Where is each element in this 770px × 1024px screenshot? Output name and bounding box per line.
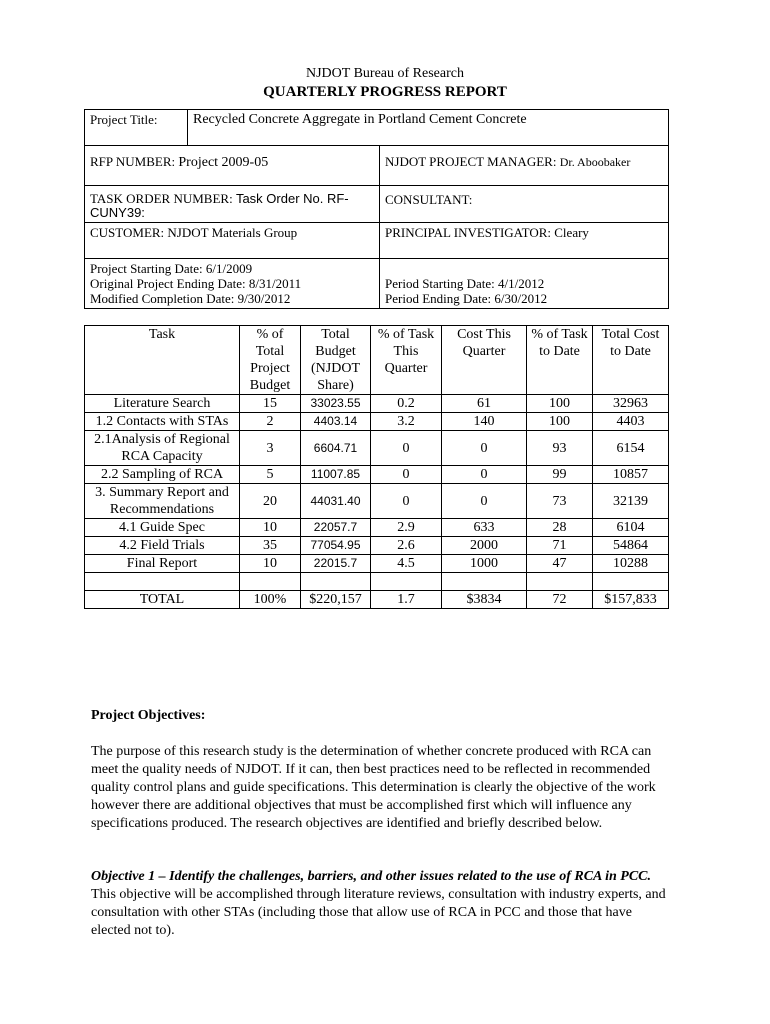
header-cost-quarter: Cost This Quarter [442,326,527,395]
task-rows [85,395,669,573]
pct-budget-cell: 20 [240,484,301,519]
cost-to-date-cell: 10857 [593,466,669,484]
cost-to-date-cell: 32963 [593,395,669,413]
total-budget-cell: 22015.7 [301,555,371,573]
rfp-value: Project 2009-05 [178,155,269,170]
total-label: TOTAL [85,591,240,609]
pct-budget-cell: 10 [240,519,301,537]
total-cost-quarter: $3834 [442,591,527,609]
pct-budget-cell: 15 [240,395,301,413]
cost-quarter-cell: 1000 [442,555,527,573]
header-pct-quarter: % of Task This Quarter [371,326,442,395]
table-row [85,519,669,537]
table-row [85,413,669,431]
header-cost-to-date: Total Cost to Date [593,326,669,395]
project-dates-cell [85,259,380,309]
objectives-intro: The purpose of this research study is the determination of whether concrete produced with RCA can meet the quality needs of NJDOT. If it can, then best practices need to be reflected in recommended quality control plans and guide specifications. This determination is clearly the objective of the work however there are additional objectives that must be accomplished first which will influence any specifications produced. The research objectives are identified and briefly described below. [91,744,656,831]
pct-to-date-cell: 73 [527,484,593,519]
cost-to-date-cell: 4403 [593,413,669,431]
pct-quarter-cell: 0.2 [371,395,442,413]
total-budget: $220,157 [301,591,371,609]
project-title-value: Recycled Concrete Aggregate in Portland Cement Concrete [188,110,669,146]
pct-quarter-cell: 2.9 [371,519,442,537]
cost-quarter-cell: 61 [442,395,527,413]
original-end-date: Original Project Ending Date: 8/31/2011 [90,276,302,291]
cost-quarter-cell: 2000 [442,537,527,555]
pct-to-date-cell: 100 [527,413,593,431]
pct-to-date-cell: 100 [527,395,593,413]
total-budget-cell: 6604.71 [301,431,371,466]
pct-to-date-cell: 47 [527,555,593,573]
table-row [85,555,669,573]
cost-quarter-cell: 0 [442,484,527,519]
rfp-number-cell [85,146,380,186]
task-name-cell: Final Report [85,555,240,573]
pct-quarter-cell: 2.6 [371,537,442,555]
project-manager-cell [380,146,669,186]
pct-to-date-cell: 93 [527,431,593,466]
objective-1-lead: Objective 1 – Identify the challenges, barriers, and other issues related to the use of RCA in PCC. [91,869,652,884]
task-name-cell: 2.2 Sampling of RCA [85,466,240,484]
total-budget-cell: 77054.95 [301,537,371,555]
table-row [85,466,669,484]
pct-budget-cell: 3 [240,431,301,466]
pct-quarter-cell: 4.5 [371,555,442,573]
task-name-cell: Literature Search [85,395,240,413]
pct-budget-cell: 2 [240,413,301,431]
total-budget-cell: 22057.7 [301,519,371,537]
header-total-budget: Total Budget (NJDOT Share) [301,326,371,395]
task-name-cell: 2.1Analysis of Regional RCA Capacity [85,431,240,466]
pct-quarter-cell: 3.2 [371,413,442,431]
header-pct-budget: % of Total Project Budget [240,326,301,395]
task-order-value: Task Order No. RF-CUNY39: [90,191,349,220]
cost-quarter-cell: 0 [442,466,527,484]
total-budget-cell: 33023.55 [301,395,371,413]
report-title: QUARTERLY PROGRESS REPORT [263,84,507,100]
cost-quarter-cell: 633 [442,519,527,537]
pct-quarter-cell: 0 [371,484,442,519]
total-row [85,591,669,609]
table-row [85,395,669,413]
pct-to-date-cell: 28 [527,519,593,537]
table-header-row [85,326,669,395]
modified-completion-date: Modified Completion Date: 9/30/2012 [90,291,291,306]
total-pct-quarter: 1.7 [371,591,442,609]
total-pct-to-date: 72 [527,591,593,609]
pct-budget-cell: 35 [240,537,301,555]
project-start-date: Project Starting Date: 6/1/2009 [90,261,253,276]
period-end-date: Period Ending Date: 6/30/2012 [385,291,548,306]
task-name-cell: 3. Summary Report and Recommendations [85,484,240,519]
objective-1 [91,868,671,940]
cost-to-date-cell: 32139 [593,484,669,519]
cost-quarter-cell: 0 [442,431,527,466]
objective-1-text: This objective will be accomplished through literature reviews, consultation with industry experts, and consultation with other STAs (including those that allow use of RCA in PCC and those that have elected not to). [91,887,666,938]
total-pct-budget: 100% [240,591,301,609]
project-info-table [84,109,669,309]
manager-label: NJDOT PROJECT MANAGER: [385,154,557,169]
task-order-cell [85,186,380,223]
total-cost-to-date: $157,833 [593,591,669,609]
blank-row [85,573,669,591]
project-title-label: Project Title: [85,110,188,146]
principal-investigator-cell: PRINCIPAL INVESTIGATOR: Cleary [380,223,669,259]
manager-value: Dr. Aboobaker [559,155,631,169]
total-budget-cell: 11007.85 [301,466,371,484]
period-dates-cell [380,259,669,309]
pct-quarter-cell: 0 [371,466,442,484]
pct-budget-cell: 10 [240,555,301,573]
period-start-date: Period Starting Date: 4/1/2012 [385,276,545,291]
table-row [85,537,669,555]
total-budget-cell: 4403.14 [301,413,371,431]
cost-to-date-cell: 6104 [593,519,669,537]
organization-name: NJDOT Bureau of Research [306,66,464,81]
task-budget-table [84,325,669,609]
cost-to-date-cell: 10288 [593,555,669,573]
task-name-cell: 1.2 Contacts with STAs [85,413,240,431]
rfp-label: RFP NUMBER: [90,154,176,169]
pct-budget-cell: 5 [240,466,301,484]
header-task: Task [85,326,240,395]
task-order-label: TASK ORDER NUMBER: [90,191,233,206]
header-pct-to-date: % of Task to Date [527,326,593,395]
cost-quarter-cell: 140 [442,413,527,431]
pct-to-date-cell: 99 [527,466,593,484]
table-row [85,431,669,466]
objectives-heading: Project Objectives: [91,708,206,723]
cost-to-date-cell: 54864 [593,537,669,555]
task-name-cell: 4.2 Field Trials [85,537,240,555]
pct-quarter-cell: 0 [371,431,442,466]
customer-cell: CUSTOMER: NJDOT Materials Group [85,223,380,259]
consultant-cell: CONSULTANT: [380,186,669,223]
task-name-cell: 4.1 Guide Spec [85,519,240,537]
pct-to-date-cell: 71 [527,537,593,555]
total-budget-cell: 44031.40 [301,484,371,519]
cost-to-date-cell: 6154 [593,431,669,466]
table-row [85,484,669,519]
